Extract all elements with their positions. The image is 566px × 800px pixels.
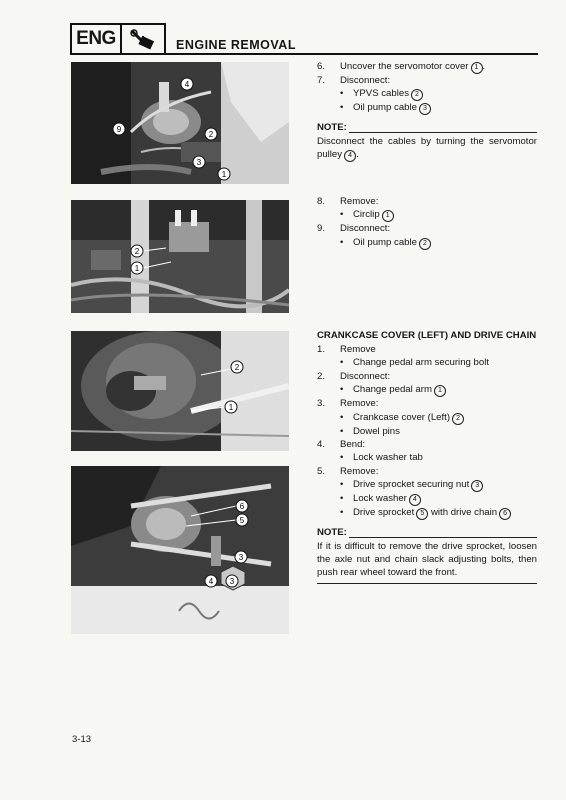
callout-ref: 2 xyxy=(419,238,431,250)
callout-ref: 3 xyxy=(471,480,483,492)
steps-circlip xyxy=(317,195,537,250)
callout-ref: 1 xyxy=(382,210,394,222)
steps-servomotor xyxy=(317,60,537,162)
step-item: 3. Remove: xyxy=(317,398,379,410)
step-item: 2. Disconnect: xyxy=(317,370,391,382)
callout-ref: 1 xyxy=(471,62,483,74)
callout: 3 xyxy=(229,577,235,586)
callout: 6 xyxy=(239,502,245,511)
callout-ref: 4 xyxy=(344,150,356,162)
step-text: Disconnect: xyxy=(340,223,391,235)
callout-ref: 1 xyxy=(434,385,446,397)
callout-ref: 2 xyxy=(411,89,423,101)
note-heading: NOTE: xyxy=(317,526,537,539)
step-item: 1. Remove xyxy=(317,344,376,355)
note-text: Disconnect the cables by turning the servomotor pulley 4 . xyxy=(317,135,537,161)
step-item: 4. Bend: xyxy=(317,439,366,451)
callout-ref: 2 xyxy=(452,413,464,425)
step-number: 7. xyxy=(317,75,326,86)
photo4-callouts xyxy=(71,466,289,634)
bullet-item: • Dowel pins xyxy=(317,425,537,438)
note-text: If it is difficult to remove the drive sprocket, loosen the axle nut and chain slack adjusting bolts, then push rear wheel toward the front. xyxy=(317,540,537,579)
step-number: 6. xyxy=(317,61,326,72)
callout: 5 xyxy=(239,516,245,525)
bullet-item: • Oil pump cable 3 xyxy=(317,101,537,115)
photo3-callouts xyxy=(71,331,289,451)
step-item xyxy=(317,195,537,208)
callout: 3 xyxy=(196,158,202,167)
step-item xyxy=(317,222,537,235)
callout-ref: 4 xyxy=(409,494,421,506)
photo1-callouts xyxy=(71,62,289,184)
section-tab xyxy=(70,23,166,55)
callout: 1 xyxy=(228,403,234,412)
bullet-item: • Change pedal arm 1 xyxy=(317,383,537,397)
callout: 1 xyxy=(134,264,140,273)
callout-ref: 3 xyxy=(419,103,431,115)
note-heading: NOTE: xyxy=(317,121,537,134)
page-title: ENGINE REMOVAL xyxy=(176,38,296,52)
engine-icon xyxy=(122,25,164,53)
step-number: 8. xyxy=(317,196,326,207)
bullet-item: • Oil pump cable 2 xyxy=(317,236,537,250)
callout: 1 xyxy=(221,170,227,179)
section-tag: ENG xyxy=(72,25,122,53)
step-text: Disconnect: xyxy=(340,75,391,86)
step-number: 9. xyxy=(317,223,326,235)
callout: 2 xyxy=(134,247,140,256)
section-crankcase xyxy=(317,329,537,584)
bullet-item: • Lock washer tab xyxy=(317,451,537,464)
callout: 9 xyxy=(116,125,122,134)
callout-ref: 5 xyxy=(416,508,428,520)
photo2-callouts xyxy=(71,200,289,313)
callout: 4 xyxy=(208,577,214,586)
callout-ref: 6 xyxy=(499,508,511,520)
bullet-item: • Drive sprocket 5 with drive chain 6 xyxy=(317,506,537,520)
step-text: Uncover the servomotor cover 1 . xyxy=(340,61,486,72)
note-end-rule xyxy=(317,583,537,584)
step-item xyxy=(317,74,537,87)
bullet-item: • YPVS cables 2 xyxy=(317,87,537,101)
page-number: 3-13 xyxy=(72,734,92,745)
step-text: Remove: xyxy=(340,196,379,207)
section-heading: CRANKCASE COVER (LEFT) AND DRIVE CHAIN xyxy=(317,330,537,341)
bullet-item: • Drive sprocket securing nut 3 xyxy=(317,478,537,492)
step-item: 5. Remove: xyxy=(317,465,379,477)
bullet-item: • Change pedal arm securing bolt xyxy=(317,356,537,369)
callout: 2 xyxy=(234,363,240,372)
header-rule xyxy=(166,53,538,55)
step-item xyxy=(317,60,537,74)
callout: 2 xyxy=(208,130,214,139)
bullet-item: • Lock washer 4 xyxy=(317,492,537,506)
callout: 3 xyxy=(238,553,244,562)
callout: 4 xyxy=(184,80,190,89)
bullet-item: • Crankcase cover (Left) 2 xyxy=(317,411,537,425)
bullet-item: • Circlip 1 xyxy=(317,208,537,222)
